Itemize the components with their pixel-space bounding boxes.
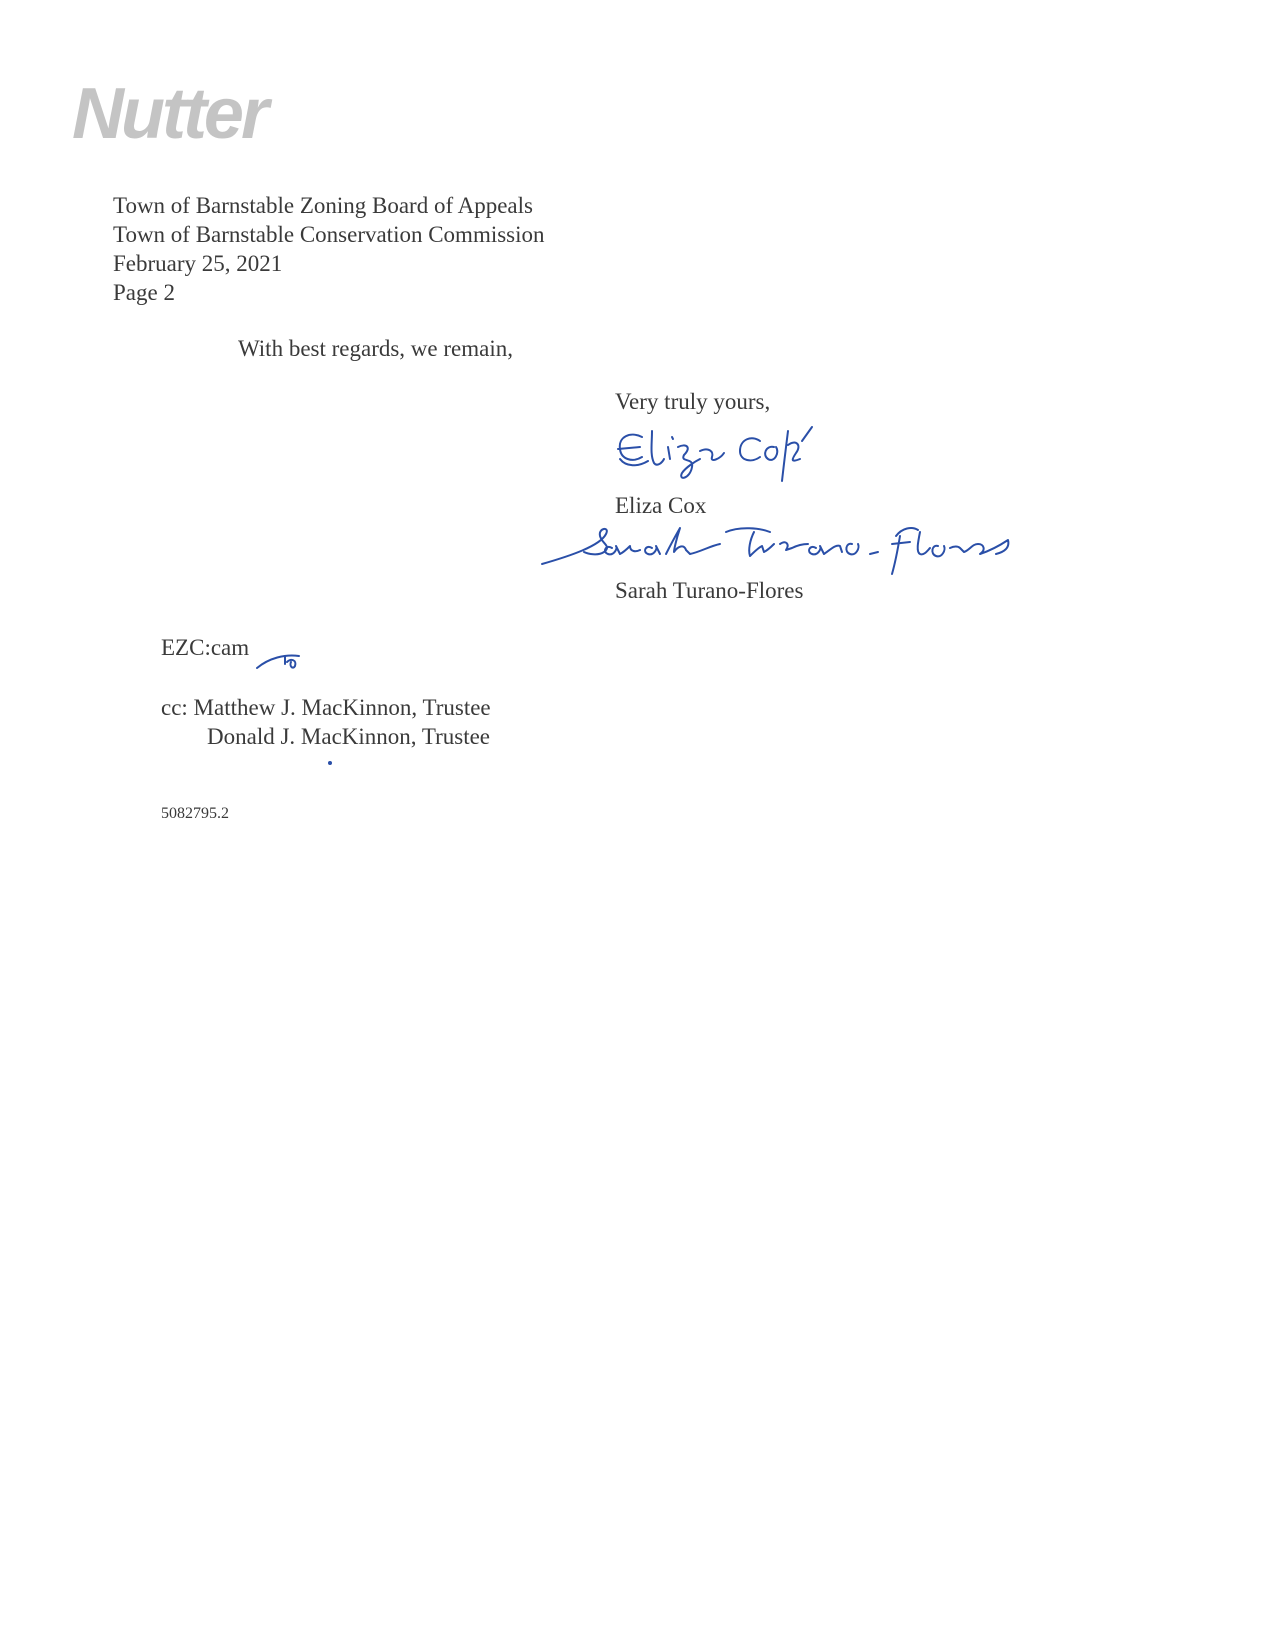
initials-ink-mark <box>255 648 315 674</box>
recipient-block <box>113 191 545 307</box>
letter-date: February 25, 2021 <box>113 251 283 276</box>
closing-line: With best regards, we remain, <box>238 336 513 361</box>
signer-name-eliza-cox: Eliza Cox <box>615 493 707 518</box>
valediction: Very truly yours, <box>615 389 771 414</box>
nutter-logo <box>70 70 340 150</box>
signer-name-sarah-turano-flores: Sarah Turano-Flores <box>615 578 804 603</box>
signature-eliza-cox <box>612 423 842 485</box>
recipient-line-1: Town of Barnstable Zoning Board of Appeals <box>113 193 533 218</box>
cc-line-1: cc: Matthew J. MacKinnon, Trustee <box>161 695 491 720</box>
ink-dot <box>328 761 332 765</box>
document-number: 5082795.2 <box>161 805 229 822</box>
recipient-line-2: Town of Barnstable Conservation Commission <box>113 222 545 247</box>
reference-initials: EZC:cam <box>161 635 250 660</box>
cc-block <box>161 693 491 751</box>
page-number: Page 2 <box>113 280 175 305</box>
logo-wordmark: Nutter <box>72 74 266 150</box>
cc-line-2: Donald J. MacKinnon, Trustee <box>207 724 491 749</box>
